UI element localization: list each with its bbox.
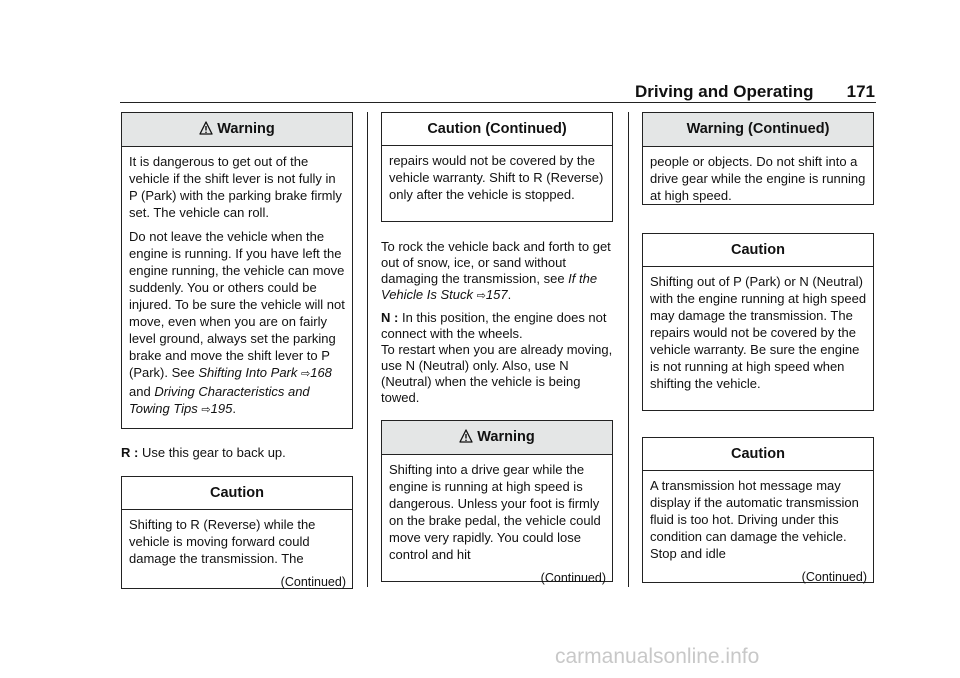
- watermark: carmanualsonline.info: [555, 645, 760, 668]
- rock-text: To rock the vehicle back and forth to get out of snow, ice, or sand without damaging the transmission, see: [381, 239, 611, 286]
- ref-page-195[interactable]: 195: [210, 401, 233, 416]
- caution-continued-text: repairs would not be covered by the vehicle warranty. Shift to R (Reverse) only after the vehicle is stopped.: [389, 153, 604, 202]
- warning-triangle-icon: [199, 121, 213, 135]
- ref-page-157[interactable]: 157: [485, 287, 508, 302]
- rock-vehicle-paragraph: [381, 239, 613, 304]
- header-rule: [120, 102, 876, 103]
- restart-paragraph: To restart when you are already moving, use N (Neutral) only. Also, use N (Neutral) when the vehicle is being towed.: [381, 342, 613, 405]
- caution-box-reverse: [121, 476, 353, 589]
- warning-header: [382, 421, 612, 455]
- caution-header: Caution: [122, 477, 352, 510]
- page-ref-arrow-icon: ⇨: [301, 368, 311, 380]
- column-divider-2: [628, 112, 629, 587]
- warning-continued-body: [643, 147, 873, 209]
- warning-text-1: It is dangerous to get out of the vehicle if the shift lever is not fully in P (Park) with the parking brake firmly set. The vehicle can roll.: [129, 154, 342, 220]
- page-ref-arrow-icon: ⇨: [201, 404, 211, 416]
- caution-box-shifting-out: [642, 233, 874, 411]
- reverse-text: Use this gear to back up.: [141, 445, 286, 460]
- caution-continued-header: Caution (Continued): [382, 113, 612, 146]
- warning-box-drive-gear: [381, 420, 613, 585]
- reverse-description: [121, 445, 353, 461]
- column-2: [381, 112, 613, 585]
- neutral-label: N :: [381, 310, 399, 325]
- ref-shifting-into-park[interactable]: Shifting Into Park: [198, 365, 298, 380]
- warning-title: Warning: [217, 121, 275, 137]
- reverse-label: R :: [121, 445, 139, 460]
- page-ref-arrow-icon: ⇨: [476, 290, 486, 302]
- ref-page-168[interactable]: 168: [310, 365, 332, 380]
- warning-body: [382, 455, 612, 592]
- and-word: and: [129, 384, 151, 399]
- page-number: 171: [846, 82, 875, 101]
- warning-continued-header: Warning (Continued): [643, 113, 873, 147]
- page-header: [635, 82, 875, 102]
- warning-text: Shifting into a drive gear while the engine is running at high speed is dangerous. Unless your foot is firmly on the brake pedal, the vehicle could move very rapidly. You could lose control and hit: [389, 462, 601, 562]
- column-1: [121, 112, 353, 589]
- continued-label: (Continued): [801, 570, 867, 584]
- caution-text: Shifting to R (Reverse) while the vehicle is moving forward could damage the transmission. The: [129, 517, 316, 566]
- warning-body: [122, 147, 352, 424]
- warning-title: Warning: [477, 429, 535, 445]
- warning-triangle-icon: [459, 429, 473, 443]
- warning-continued-box: [642, 112, 874, 205]
- column-3: [642, 112, 874, 583]
- warning-header: [122, 113, 352, 147]
- period: .: [507, 287, 512, 302]
- caution-text: A transmission hot message may display if the automatic transmission fluid is too hot. Driving under this condition can damage the vehicle. Stop and idle: [650, 478, 859, 561]
- warning-continued-text: people or objects. Do not shift into a drive gear while the engine is running at high speed.: [650, 154, 866, 203]
- ref-vehicle-stuck[interactable]: If the Vehicle Is Stuck: [381, 271, 598, 302]
- caution-body: [122, 510, 352, 596]
- caution-header: Caution: [643, 234, 873, 267]
- neutral-text: In this position, the engine does not connect with the wheels.: [381, 310, 607, 341]
- caution-body: [643, 471, 873, 591]
- caution-header: Caution: [643, 438, 873, 471]
- caution-text: Shifting out of P (Park) or N (Neutral) with the engine running at high speed may damage the transmission. The repairs would not be covered by the vehicle warranty. Be sure the engine is not running at high speed when shifting the vehicle.: [650, 274, 867, 391]
- ref-driving-characteristics[interactable]: Driving Characteristics and Towing Tips: [129, 384, 310, 416]
- warning-box-park: [121, 112, 353, 429]
- caution-continued-body: [382, 146, 612, 208]
- caution-continued-box: [381, 112, 613, 222]
- period: .: [232, 401, 236, 416]
- continued-label: (Continued): [280, 575, 346, 589]
- column-divider-1: [367, 112, 368, 587]
- neutral-description: [381, 310, 613, 342]
- warning-text-2-body: Do not leave the vehicle when the engine is running. If you have left the engine running, the vehicle can move suddenly. You or others could be injured. To be sure the vehicle will not move, even when you are on fairly level ground, always set the parking brake and move the shift lever to P (Park). See: [129, 229, 345, 380]
- section-title: Driving and Operating: [635, 82, 814, 101]
- caution-body: [643, 267, 873, 397]
- warning-text-2: [129, 228, 346, 419]
- caution-box-transmission-hot: [642, 437, 874, 583]
- continued-label: (Continued): [540, 571, 606, 585]
